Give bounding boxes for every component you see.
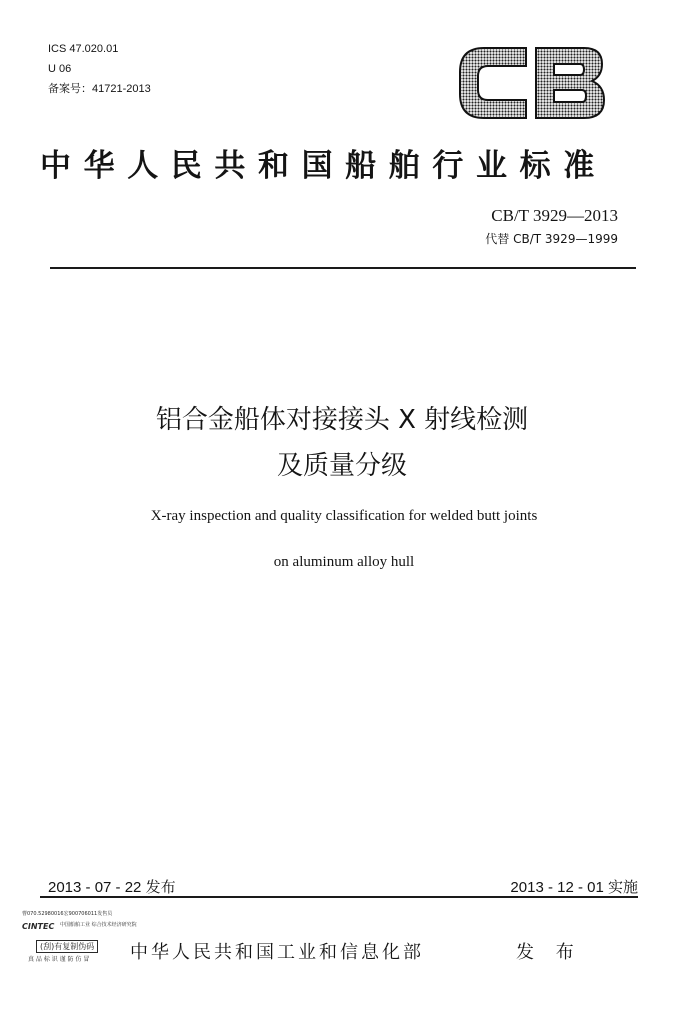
chinese-title-line-1: 铝合金船体对接接头 X 射线检测 — [155, 405, 529, 435]
publisher-name: 中华人民共和国工业和信息化部 — [130, 942, 424, 963]
stamp-scratch-label: (刮)有复制伪码 — [36, 940, 98, 953]
implementation-date: 2013 - 12 - 01 实施 — [510, 879, 638, 896]
ics-code: ICS 47.020.01 — [48, 43, 119, 55]
issue-date: 2013 - 07 - 22 发布 — [48, 879, 176, 896]
ccs-code: U 06 — [48, 63, 72, 75]
replaces-standard: 代替 CB/T 3929—1999 — [485, 232, 618, 246]
standard-category-title: 中华人民共和国船舶行业标准 — [40, 148, 607, 184]
english-title-line-1: X-ray inspection and quality classification for welded butt joints — [150, 508, 538, 524]
publish-label: 发 布 — [516, 942, 582, 963]
stamp-code: 曹070.52980016宏900706011发售员 — [22, 911, 113, 917]
english-title-line-2: on aluminum alloy hull — [273, 554, 415, 570]
chinese-title-line-2: 及质量分级 — [276, 451, 407, 481]
standard-number: CB/T 3929—2013 — [491, 206, 618, 225]
stamp-org: 中国船舶工业 综合技术经济研究院 — [60, 922, 137, 928]
registration-number: 备案号：41721-2013 — [48, 83, 151, 95]
bottom-divider — [40, 896, 638, 898]
anti-counterfeit-stamp — [22, 910, 137, 968]
stamp-logo: CINTEC — [22, 922, 55, 931]
stamp-footer: 真 品 标 识 谨 防 仿 冒 — [28, 956, 90, 963]
cb-logo-icon — [456, 44, 608, 122]
top-divider — [50, 267, 636, 269]
